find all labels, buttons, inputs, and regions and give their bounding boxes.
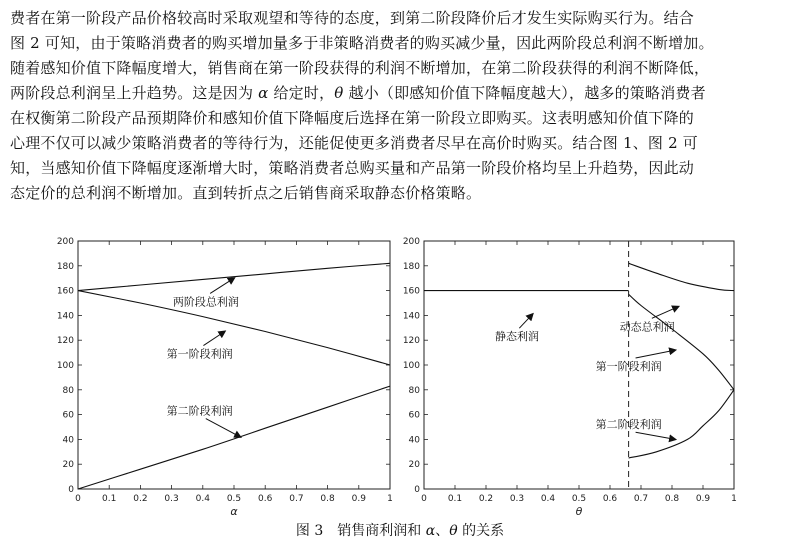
y-tick-label: 40	[408, 435, 420, 446]
annotation-label: 第一阶段利润	[166, 347, 233, 361]
annotation-label: 静态利润	[495, 330, 539, 344]
x-tick-label: 0.9	[695, 494, 711, 504]
x-axis-label: θ	[575, 505, 583, 518]
x-tick-label: 0.2	[478, 494, 494, 504]
theta-symbol: θ	[449, 523, 458, 539]
annotation-arrow	[636, 350, 676, 358]
y-tick-label: 140	[56, 311, 74, 322]
annotation-label: 第二阶段利润	[166, 404, 233, 418]
x-tick-label: 0.7	[633, 494, 649, 504]
theta-symbol: θ	[334, 84, 344, 102]
alpha-symbol: α	[258, 84, 269, 102]
x-axis-label: α	[230, 505, 238, 518]
y-tick-label: 180	[56, 261, 74, 272]
y-tick-label: 0	[414, 485, 420, 495]
caption-text: 的关系	[457, 523, 505, 539]
x-tick-label: 0.4	[195, 494, 210, 504]
annotation-arrow	[519, 314, 532, 328]
text-line: 图 2 可知，由于策略消费者的购买增加量多于非策略消费者的购买减少量，因此两阶段总利润不断增加。	[10, 34, 714, 52]
y-tick-label: 80	[62, 385, 74, 396]
y-tick-label: 0	[68, 485, 74, 495]
series-line	[629, 263, 734, 290]
x-tick-label: 0.8	[664, 494, 680, 504]
x-tick-label: 1	[731, 494, 737, 504]
x-tick-label: 0.9	[351, 494, 366, 504]
text-line: 在权衡第二阶段产品预期降价和感知价值下降幅度后选择在第一阶段立即购买。这表明感知价值下降的	[10, 109, 695, 127]
annotation-label: 动态总利润	[619, 320, 675, 334]
annotation-label: 第二阶段利润	[595, 418, 662, 432]
plot-frame	[424, 241, 734, 489]
y-tick-label: 120	[56, 336, 74, 347]
series-line	[78, 386, 390, 489]
y-tick-label: 200	[402, 237, 420, 247]
series-line	[78, 263, 390, 290]
x-tick-label: 0	[75, 494, 81, 504]
y-tick-label: 140	[402, 311, 420, 322]
text-line: 随着感知价值下降幅度增大，销售商在第一阶段获得的利润不断增加，在第二阶段获得的利润不断降低，	[10, 59, 710, 77]
series-line	[629, 294, 734, 390]
caption-separator: 、	[435, 523, 450, 539]
annotation-arrow	[206, 419, 240, 437]
x-tick-label: 0	[421, 494, 427, 504]
x-tick-label: 0.1	[447, 494, 463, 504]
y-tick-label: 160	[402, 286, 420, 297]
text-line: 态定价的总利润不断增加。直到转折点之后销售商采取静态价格策略。	[10, 184, 482, 202]
y-tick-label: 180	[402, 261, 420, 272]
x-tick-label: 1	[387, 494, 393, 504]
x-tick-label: 0.3	[509, 494, 525, 504]
figure-caption	[0, 520, 800, 540]
text-line: 心理不仅可以减少策略消费者的等待行为，还能促使更多消费者尽早在高价时购买。结合图 1、图 2 可	[10, 134, 698, 152]
y-tick-label: 60	[408, 410, 420, 421]
y-tick-label: 20	[408, 460, 420, 471]
caption-text: 图 3 销售商利润和	[295, 523, 426, 539]
annotation-arrow	[652, 307, 678, 319]
y-tick-label: 40	[62, 435, 74, 446]
y-tick-label: 100	[56, 361, 74, 371]
text-line: 费者在第一阶段产品价格较高时采取观望和等待的态度，到第二阶段降价后才发生实际购买行为。结合	[10, 9, 695, 27]
x-tick-label: 0.7	[289, 494, 304, 504]
y-tick-label: 100	[402, 361, 420, 371]
y-tick-label: 20	[62, 460, 74, 471]
x-tick-label: 0.6	[258, 494, 273, 504]
annotation-arrow	[203, 332, 224, 346]
x-tick-label: 0.2	[133, 494, 148, 504]
alpha-symbol: α	[425, 523, 436, 539]
text-span: 给定时，	[268, 84, 335, 102]
y-tick-label: 80	[408, 385, 420, 396]
y-tick-label: 160	[56, 286, 74, 297]
x-tick-label: 0.4	[540, 494, 556, 504]
x-tick-label: 0.8	[320, 494, 335, 504]
y-tick-label: 200	[56, 237, 74, 247]
x-tick-label: 0.3	[164, 494, 179, 504]
y-tick-label: 120	[402, 336, 420, 347]
annotation-arrow	[210, 278, 234, 293]
text-line: 知，当感知价值下降幅度逐渐增大时，策略消费者总购买量和产品第一阶段价格均呈上升趋势，因此动	[10, 159, 695, 177]
text-span: 越小（即感知价值下降幅度越大），越多的策略消费者	[343, 84, 706, 102]
y-tick-label: 60	[62, 410, 74, 421]
annotation-arrow	[636, 432, 676, 439]
text-span: 两阶段总利润呈上升趋势。这是因为	[10, 84, 259, 102]
x-tick-label: 0.1	[102, 494, 117, 504]
x-tick-label: 0.5	[571, 494, 587, 504]
annotation-label: 两阶段总利润	[172, 295, 239, 309]
x-tick-label: 0.5	[226, 494, 242, 504]
annotation-label: 第一阶段利润	[595, 359, 662, 373]
x-tick-label: 0.6	[602, 494, 618, 504]
